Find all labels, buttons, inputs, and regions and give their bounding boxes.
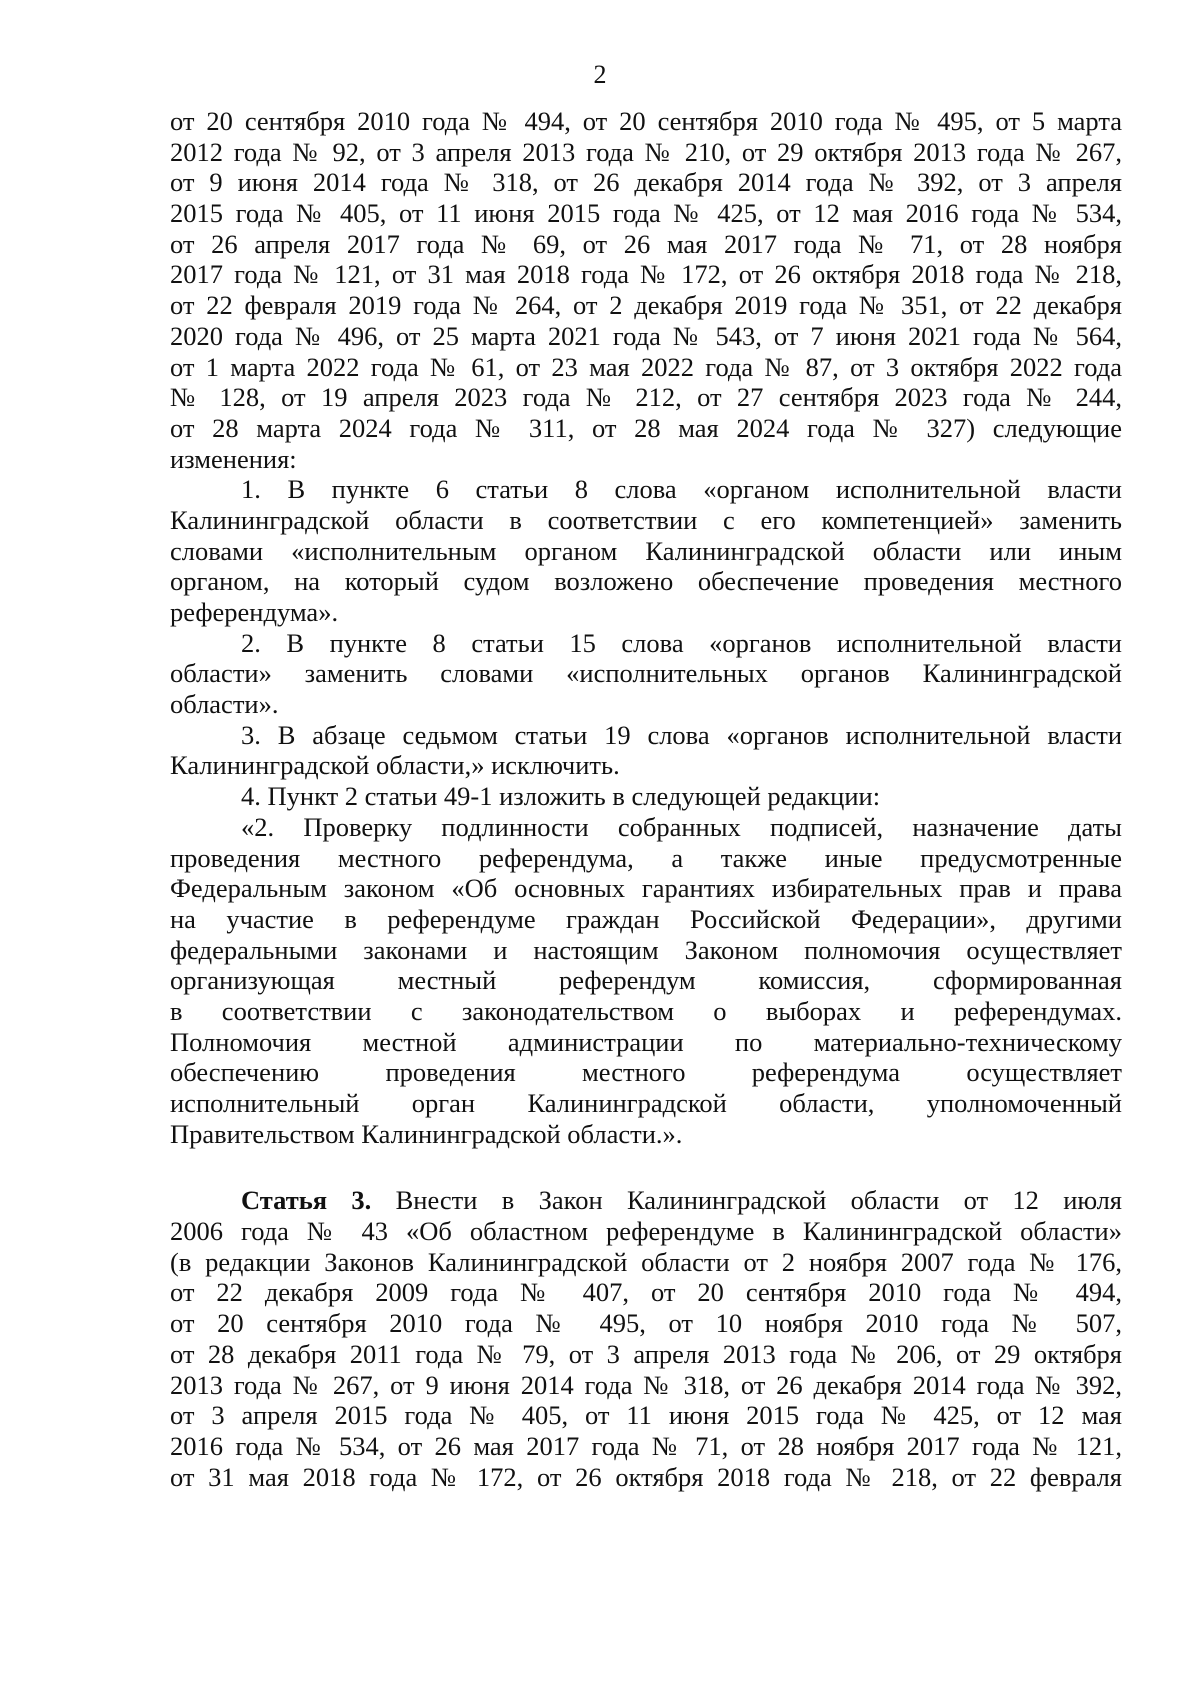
text-line: области». (170, 689, 279, 720)
text-line: обеспечению проведения местного референдума осуществляет (170, 1057, 1122, 1088)
article-3-first-line-text: Внести в Закон Калининградской области от 12 июля (371, 1185, 1122, 1216)
text-line: 2016 года № 534, от 26 мая 2017 года № 71, от 28 ноября 2017 года № 121, (170, 1430, 1122, 1461)
text-line: 2012 года № 92, от 3 апреля 2013 года № 210, от 29 октября 2013 года № 267, (170, 136, 1122, 167)
text-line: 2015 года № 405, от 11 июня 2015 года № 425, от 12 мая 2016 года № 534, (170, 198, 1122, 229)
paragraph (170, 106, 1122, 474)
text-line: от 31 мая 2018 года № 172, от 26 октября 2018 года № 218, от 22 февраля (170, 1461, 1122, 1492)
text-line: 2013 года № 267, от 9 июня 2014 года № 318, от 26 декабря 2014 года № 392, (170, 1369, 1122, 1400)
amendment-paragraphs (170, 106, 1122, 1149)
text-line: от 3 апреля 2015 года № 405, от 11 июня 2015 года № 425, от 12 мая (170, 1400, 1122, 1431)
page-number: 2 (593, 60, 607, 89)
text-line: 2017 года № 121, от 31 мая 2018 года № 172, от 26 октября 2018 года № 218, (170, 259, 1122, 290)
text-line: (в редакции Законов Калининградской области от 2 ноября 2007 года № 176, (170, 1246, 1122, 1277)
text-line: от 28 декабря 2011 года № 79, от 3 апреля 2013 года № 206, от 29 октября (170, 1338, 1122, 1369)
article-3 (170, 1185, 1122, 1492)
article-3-first-line (170, 1185, 1122, 1216)
text-line: от 28 марта 2024 года № 311, от 28 мая 2024 года № 327) следующие (170, 412, 1122, 443)
text-line: от 1 марта 2022 года № 61, от 23 мая 2022 года № 87, от 3 октября 2022 года (170, 351, 1122, 382)
text-line: 1. В пункте 6 статьи 8 слова «органом исполнительной власти (241, 474, 1122, 505)
text-line: федеральными законами и настоящим Законом полномочия осуществляет (170, 934, 1122, 965)
text-line: от 20 сентября 2010 года № 495, от 10 ноября 2010 года № 507, (170, 1308, 1122, 1339)
text-line: от 20 сентября 2010 года № 494, от 20 сентября 2010 года № 495, от 5 марта (170, 106, 1122, 136)
text-line: референдума». (170, 597, 339, 627)
text-line: проведения местного референдума, а также иные предусмотренные (170, 842, 1122, 873)
text-line: на участие в референдуме граждан Российской Федерации», другими (170, 903, 1122, 934)
text-line: Федеральным законом «Об основных гарантиях избирательных прав и права (170, 873, 1122, 904)
article-3-text (170, 1216, 1122, 1492)
text-line: Калининградской области,» исключить. (170, 750, 620, 781)
text-line: Правительством Калининградской области.». (170, 1118, 683, 1149)
text-line: 2020 года № 496, от 25 марта 2021 года № 543, от 7 июня 2021 года № 564, (170, 320, 1122, 351)
text-line: области» заменить словами «исполнительных органов Калининградской (170, 658, 1122, 689)
text-line: от 26 апреля 2017 года № 69, от 26 мая 2017 года № 71, от 28 ноября (170, 228, 1122, 259)
text-line: Полномочия местной администрации по материально-техническому (170, 1026, 1122, 1057)
text-line: в соответствии с законодательством о выборах и референдумах. (170, 995, 1122, 1026)
paragraph (170, 474, 1122, 627)
text-line: органом, на который судом возложено обеспечение проведения местного (170, 566, 1122, 597)
text-line: 4. Пункт 2 статьи 49-1 изложить в следующей редакции: (241, 781, 881, 812)
paragraph (170, 720, 1122, 781)
text-line: изменения: (170, 443, 297, 474)
text-line: словами «исполнительным органом Калининградской области или иным (170, 535, 1122, 566)
text-line: 2006 года № 43 «Об областном референдуме в Калининградской области» (170, 1216, 1122, 1247)
text-line: от 22 февраля 2019 года № 264, от 2 декабря 2019 года № 351, от 22 декабря (170, 290, 1122, 321)
text-line: 3. В абзаце седьмом статьи 19 слова «органов исполнительной власти (241, 719, 1122, 750)
text-line: № 128, от 19 апреля 2023 года № 212, от 27 сентября 2023 года № 244, (170, 382, 1122, 413)
section-gap (170, 1149, 1122, 1185)
article-3-heading: Статья 3. (241, 1185, 372, 1216)
text-line: организующая местный референдум комиссия, сформированная (170, 965, 1122, 996)
text-line: от 9 июня 2014 года № 318, от 26 декабря 2014 года № 392, от 3 апреля (170, 167, 1122, 198)
text-line: «2. Проверку подлинности собранных подписей, назначение даты (241, 811, 1122, 842)
document-body (170, 106, 1122, 1492)
paragraph (170, 781, 1122, 812)
text-line: от 22 декабря 2009 года № 407, от 20 сентября 2010 года № 494, (170, 1277, 1122, 1308)
paragraph (170, 812, 1122, 1150)
text-line: исполнительный орган Калининградской области, уполномоченный (170, 1088, 1122, 1118)
paragraph (170, 628, 1122, 720)
text-line: Калининградской области в соответствии с его компетенцией» заменить (170, 504, 1122, 535)
text-line: 2. В пункте 8 статьи 15 слова «органов исполнительной власти (241, 627, 1122, 658)
